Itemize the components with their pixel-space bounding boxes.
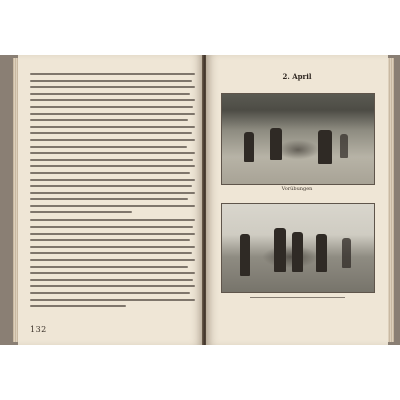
page-number: 132: [30, 325, 47, 334]
photo-top: [221, 93, 375, 185]
page-heading: 2. April: [282, 72, 312, 81]
right-page: [206, 55, 388, 345]
photo-bottom: [221, 203, 375, 293]
left-page-body-text: [30, 73, 195, 312]
page-edges-right: [388, 58, 394, 342]
open-book: [0, 55, 400, 345]
photo-top-caption: Vorübungen: [281, 186, 313, 192]
photo-bottom-caption: [206, 294, 388, 300]
left-page: [18, 55, 203, 345]
